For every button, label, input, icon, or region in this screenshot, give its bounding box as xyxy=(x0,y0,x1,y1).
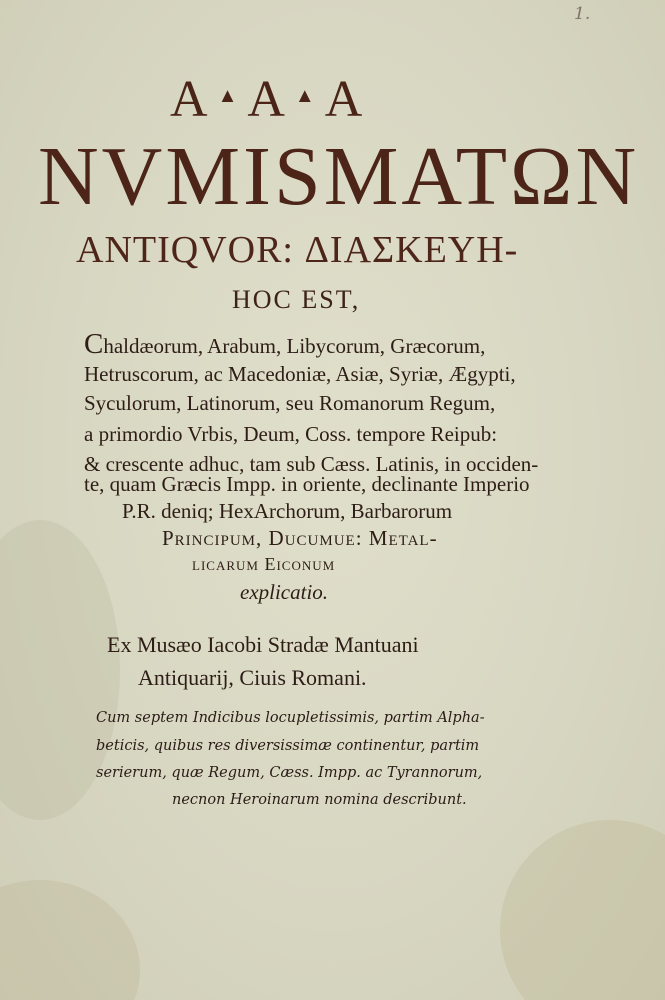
ex-musaeo-line-1: Ex Musæo Iacobi Stradæ Mantuani xyxy=(107,632,419,657)
body-line-8: Principum, Ducumue: Metal- xyxy=(162,526,438,550)
dot-separator: ▲ xyxy=(217,84,244,107)
title-a-3: A xyxy=(324,71,369,128)
paper-stain xyxy=(500,820,665,1000)
body-line-6: te, quam Græcis Impp. in oriente, declinante Imperio xyxy=(84,472,530,496)
subtitle: ANTIQVOR: ΔΙΑΣΚΕΥΗ- xyxy=(76,229,519,271)
body-line-3: Syculorum, Latinorum, seu Romanorum Regum, xyxy=(84,391,496,415)
drop-cap: C xyxy=(84,328,104,360)
body-line-9: licarum Eiconum xyxy=(192,554,336,574)
title-aaa xyxy=(170,70,368,129)
body-line-text: haldæorum, Arabum, Libycorum, Græcorum, xyxy=(103,334,486,358)
cum-line-3: serierum, quæ Regum, Cæss. Impp. ac Tyrannorum, xyxy=(96,765,483,781)
main-title: NVMISMATΩN xyxy=(38,130,640,223)
title-a-1: A xyxy=(170,71,214,128)
cum-line-2: beticis, quibus res diversissimæ continentur, partim xyxy=(96,738,480,754)
ex-musaeo-line-2: Antiquarij, Ciuis Romani. xyxy=(138,665,367,690)
cum-line-1: Cum septem Indicibus locupletissimis, partim Alpha- xyxy=(96,710,485,726)
dot-separator: ▲ xyxy=(294,84,321,107)
cum-line-4: necnon Heroinarum nomina describunt. xyxy=(172,792,467,808)
folio-number: 1. xyxy=(574,4,591,24)
body-line-2: Hetruscorum, ac Macedoniæ, Asiæ, Syriæ, Ægypti, xyxy=(84,362,516,386)
paper-stain xyxy=(0,880,140,1000)
hoc-est-heading: HOC EST, xyxy=(232,285,361,314)
body-line-7: P.R. deniq; HexArchorum, Barbarorum xyxy=(122,499,453,523)
body-line-4: a primordio Vrbis, Deum, Coss. tempore Reipub: xyxy=(84,422,498,446)
title-a-2: A xyxy=(247,71,291,128)
body-line-10: explicatio. xyxy=(240,580,329,604)
body-line-5: & crescente adhuc, tam sub Cæss. Latinis, in occiden- xyxy=(84,452,539,476)
body-line-1 xyxy=(84,328,485,361)
